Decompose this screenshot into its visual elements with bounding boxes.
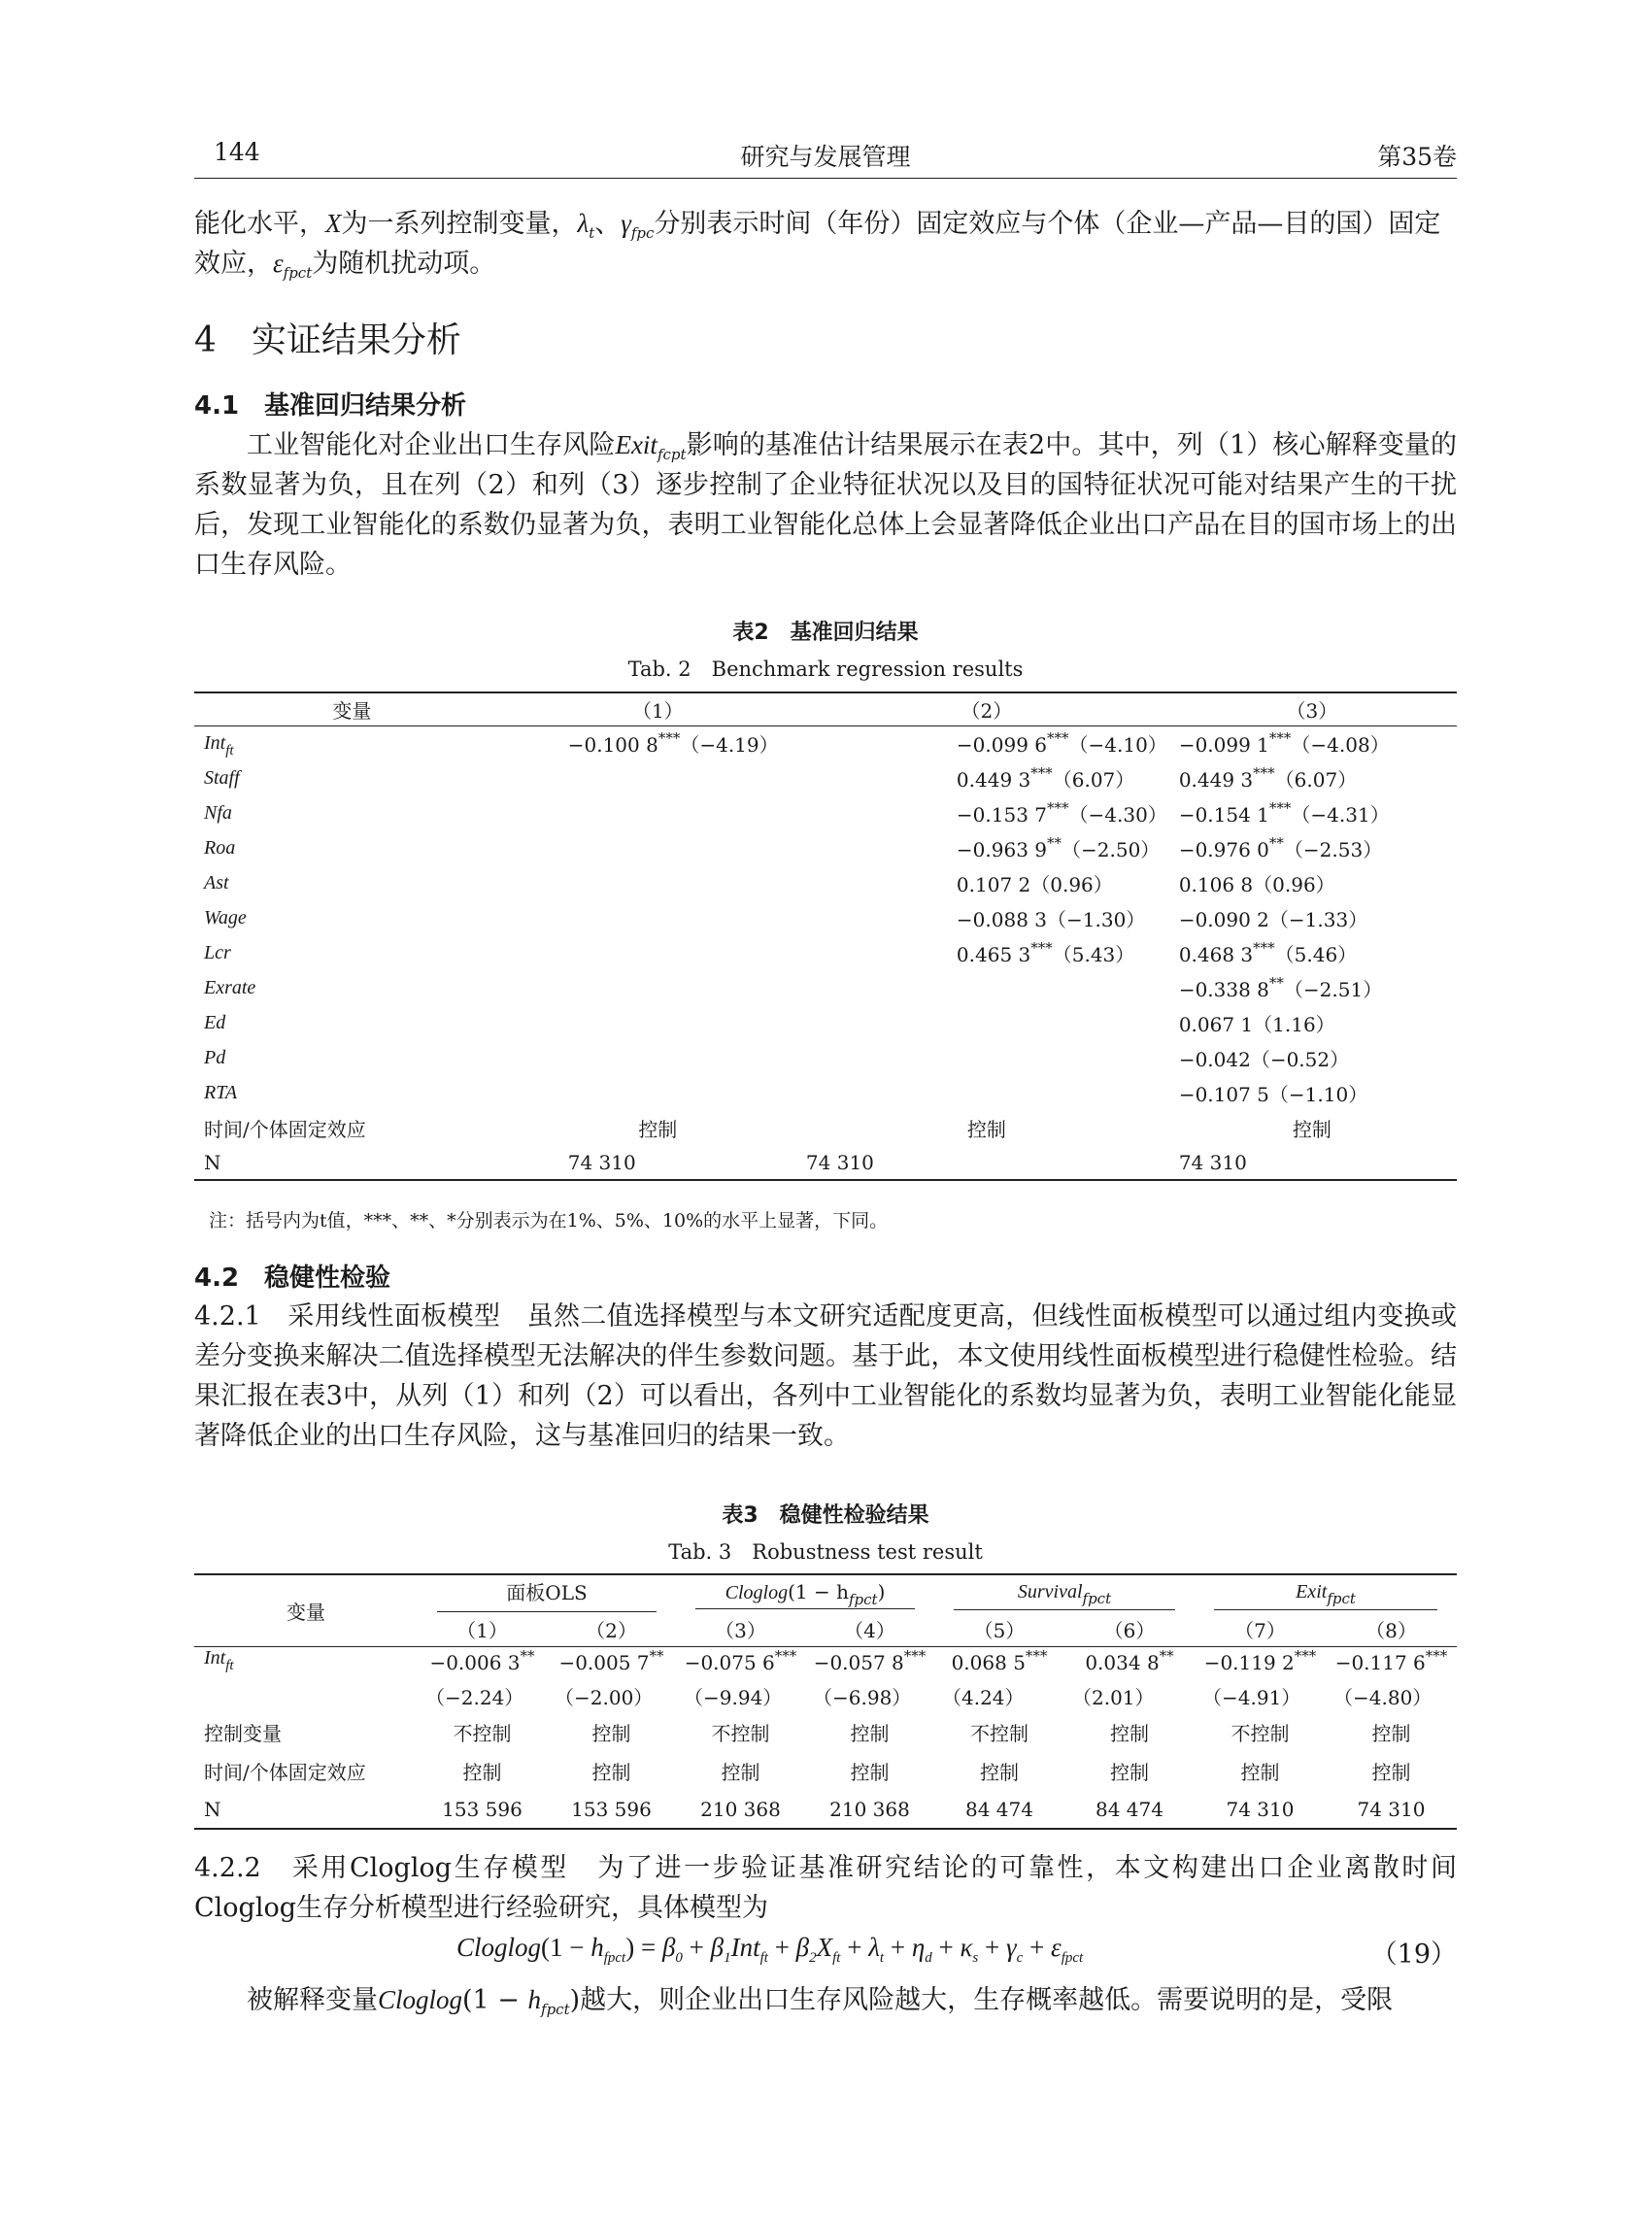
table2-cell bbox=[510, 865, 806, 900]
table3-col-number: （4） bbox=[844, 1619, 895, 1643]
table2-cell bbox=[510, 1005, 806, 1040]
table2-note: 注：括号内为t值，***、**、*分别表示为在1%、5%、10%的水平上显著，下同。 bbox=[209, 1210, 889, 1231]
table2-cell: −0.042（−0.52） bbox=[1178, 1047, 1350, 1071]
table3-n-row-label: N bbox=[204, 1797, 221, 1821]
table3-n-row bbox=[194, 1790, 1457, 1829]
equation-formula: Cloglog(1 − $h_{fpct}) = \beta_0 + \beta_1Int_{ft} + \beta_2X_{ft} + \lambda_t + \eta_d + \kappa_s + \gamma_c + \varepsilon_{fpct}$ bbox=[456, 1933, 1084, 1966]
table3-ctrl-row-cell: 控制 bbox=[591, 1721, 631, 1745]
table2-n-row bbox=[194, 1145, 1457, 1180]
table2-header-col2: （2） bbox=[961, 698, 1013, 723]
section-4-title: 4 实证结果分析 bbox=[194, 320, 461, 360]
section-4-1-title: 4.1 基准回归结果分析 bbox=[194, 391, 467, 421]
table3-n-row-cell: 74 310 bbox=[1357, 1797, 1426, 1821]
table2-fe-cell: 控制 bbox=[1292, 1117, 1332, 1141]
table3-coef-cell: −0.005 7** bbox=[558, 1647, 664, 1675]
table3-col-number: （5） bbox=[973, 1619, 1026, 1643]
table2-cell: 0.449 3***（6.07） bbox=[956, 763, 1135, 792]
table3-fe-row-label: 时间/个体固定效应 bbox=[204, 1760, 366, 1784]
table3-col-number: （6） bbox=[1103, 1619, 1156, 1643]
table2-row bbox=[194, 830, 1457, 865]
table2-var-name: Ed bbox=[204, 1011, 226, 1033]
table3-fe-row-cell: 控制 bbox=[462, 1760, 502, 1784]
table2-var-name: RTA bbox=[204, 1081, 238, 1103]
table2-var-name: Nfa bbox=[204, 801, 232, 824]
table3-t-cell: （−4.80） bbox=[1333, 1685, 1433, 1709]
table2-cell: −0.153 7***（−4.30） bbox=[956, 798, 1167, 826]
table3-t-cell: （−2.00） bbox=[555, 1685, 654, 1709]
table2-cell bbox=[510, 760, 806, 795]
table2-cell bbox=[510, 1075, 806, 1110]
table3-col-number: （2） bbox=[586, 1619, 637, 1643]
table2-cell: −0.088 3（−1.30） bbox=[956, 907, 1146, 931]
table2-var-name: Staff bbox=[204, 766, 240, 789]
table3-coef-cell: 0.034 8** bbox=[1085, 1647, 1174, 1675]
table2-cell bbox=[510, 935, 806, 970]
table2-var-name: Roa bbox=[204, 836, 236, 859]
table3-fe-row-cell: 控制 bbox=[1110, 1760, 1149, 1784]
table3-ctrl-row-cell: 控制 bbox=[1110, 1721, 1149, 1745]
table2-cell: 0.468 3***（5.46） bbox=[1178, 938, 1358, 966]
table2 bbox=[194, 691, 1457, 1181]
table2-fe-row bbox=[194, 1110, 1457, 1145]
table2-cell bbox=[510, 970, 806, 1005]
table2-cell: −0.976 0**（−2.53） bbox=[1178, 833, 1383, 861]
table2-cell: −0.963 9**（−2.50） bbox=[956, 833, 1161, 861]
table3-t-cell: （4.24） bbox=[942, 1685, 1025, 1709]
table3-fe-row-cell: 控制 bbox=[850, 1760, 890, 1784]
table3-fe-row-cell: 控制 bbox=[1240, 1760, 1280, 1784]
table2-var-name: Lcr bbox=[204, 941, 231, 963]
table2-n-label: N bbox=[204, 1150, 221, 1174]
table3-ctrl-row-cell: 不控制 bbox=[1231, 1721, 1290, 1745]
table3-fe-row-cell: 控制 bbox=[980, 1760, 1019, 1784]
table2-fe-label: 时间/个体固定效应 bbox=[204, 1117, 366, 1141]
table3-ctrl-row bbox=[194, 1712, 1457, 1751]
table3-ctrl-row-cell: 不控制 bbox=[711, 1721, 770, 1745]
table2-n-cell: 74 310 bbox=[567, 1150, 636, 1174]
table3-caption-en: Tab. 3 Robustness test result bbox=[668, 1540, 983, 1564]
table3-fe-row-cell: 控制 bbox=[1371, 1760, 1411, 1784]
table2-header-var: 变量 bbox=[332, 698, 372, 723]
running-head bbox=[194, 138, 1457, 177]
table3-t-cell: （−9.94） bbox=[684, 1685, 783, 1709]
table2-cell: −0.090 2（−1.33） bbox=[1178, 907, 1368, 931]
table2-row bbox=[194, 1040, 1457, 1075]
table2-row bbox=[194, 970, 1457, 1005]
table2-row bbox=[194, 1075, 1457, 1110]
table2-fe-cell: 控制 bbox=[966, 1117, 1006, 1141]
table3-group-ols: 面板OLS bbox=[418, 1574, 676, 1613]
table2-cell: −0.100 8***（−4.19） bbox=[567, 728, 779, 757]
intro-paragraph: 能化水平，X为一系列控制变量，$\lambda_t$、$\gamma_{fpc}$分别表示时间（年份）固定效应与个体（企业—产品—目的国）固定 效应，$\varepsilon_{fpct}$为随机扰动项。 bbox=[194, 209, 1441, 282]
table3-n-row-cell: 84 474 bbox=[1096, 1797, 1163, 1821]
table2-n-cell: 74 310 bbox=[805, 1150, 874, 1174]
table2-cell: −0.107 5（−1.10） bbox=[1178, 1082, 1368, 1106]
table2-cell bbox=[806, 970, 1167, 1005]
table2-cell bbox=[510, 795, 806, 830]
table2-row bbox=[194, 725, 1457, 760]
table3-col-number: （8） bbox=[1365, 1619, 1417, 1643]
table3-int-row bbox=[194, 1646, 1457, 1679]
table3-coef-cell: −0.057 8*** bbox=[813, 1647, 927, 1675]
table3-t-cell: （−4.91） bbox=[1202, 1685, 1301, 1709]
table2-row bbox=[194, 795, 1457, 830]
table3-n-row-cell: 153 596 bbox=[571, 1797, 652, 1821]
table2-cell: 0.449 3***（6.07） bbox=[1178, 763, 1358, 792]
table3-coef-cell: 0.068 5*** bbox=[951, 1647, 1048, 1675]
table2-fe-cell: 控制 bbox=[638, 1117, 678, 1141]
final-paragraph: 被解释变量Cloglog(1 − $h_{fpct}$)越大，则企业出口生存风险越大，生存概率越低。需要说明的是，受限 bbox=[247, 1985, 1394, 2018]
table2-cell: −0.099 6***（−4.10） bbox=[956, 728, 1167, 757]
table3-ctrl-row-label: 控制变量 bbox=[204, 1721, 282, 1745]
table3-n-row-cell: 210 368 bbox=[829, 1797, 910, 1821]
table3-n-row-cell: 153 596 bbox=[442, 1797, 523, 1821]
table3-fe-row-cell: 控制 bbox=[591, 1760, 631, 1784]
table3-coef-cell: −0.117 6*** bbox=[1334, 1647, 1448, 1675]
table3-caption-cn: 表3 稳健性检验结果 bbox=[722, 1503, 929, 1528]
table2-header-col3: （3） bbox=[1286, 698, 1338, 723]
table2-caption-cn: 表2 基准回归结果 bbox=[732, 621, 919, 645]
table2-cell bbox=[510, 900, 806, 935]
table2-cell bbox=[510, 1040, 806, 1075]
table2-cell bbox=[806, 1040, 1167, 1075]
table3-group-cloglog: Cloglog(1 − $h_{fpct}$) bbox=[676, 1574, 934, 1613]
table2-cell bbox=[510, 830, 806, 865]
table3-t-cell: （−2.24） bbox=[425, 1685, 524, 1709]
table2-var-name: Int$_{ft}$ bbox=[204, 731, 234, 759]
table3-group-survival: Survival$_{fpct}$ bbox=[934, 1574, 1195, 1613]
table2-n-cell: 74 310 bbox=[1178, 1150, 1247, 1174]
table2-caption-en: Tab. 2 Benchmark regression results bbox=[627, 658, 1024, 681]
table3-coef-cell: −0.006 3** bbox=[429, 1647, 535, 1675]
table3-t-row bbox=[194, 1679, 1457, 1712]
table3-ctrl-row-cell: 不控制 bbox=[970, 1721, 1028, 1745]
table2-cell: −0.154 1***（−4.31） bbox=[1178, 798, 1390, 826]
page-number: 144 bbox=[214, 138, 260, 166]
table3-header-var: 变量 bbox=[287, 1600, 325, 1624]
table3-ctrl-row-cell: 控制 bbox=[850, 1721, 890, 1745]
table2-cell: 0.106 8（0.96） bbox=[1178, 872, 1335, 896]
table2-cell: −0.099 1***（−4.08） bbox=[1178, 728, 1390, 757]
table2-cell: −0.338 8**（−2.51） bbox=[1178, 973, 1383, 1001]
table2-row bbox=[194, 1005, 1457, 1040]
table3-n-row-cell: 210 368 bbox=[700, 1797, 781, 1821]
table3 bbox=[194, 1573, 1457, 1830]
table3-coef-cell: −0.119 2*** bbox=[1203, 1647, 1317, 1675]
table3-t-blank bbox=[194, 1679, 418, 1712]
table3-ctrl-row-cell: 控制 bbox=[1371, 1721, 1411, 1745]
table2-var-name: Wage bbox=[204, 906, 247, 928]
table3-col-number: （7） bbox=[1234, 1619, 1286, 1643]
table3-body bbox=[194, 1646, 1457, 1829]
table3-col-number: （1） bbox=[456, 1619, 508, 1643]
section-4-2-1-paragraph: 4.2.1 采用线性面板模型 虽然二值选择模型与本文研究适配度更高，但线性面板模型可以通过组内变换或差分变换来解决二值选择模型无法解决的伴生参数问题。基于此，本文使用线性面板模型进行稳健性检验。结果汇报在表3中，从列（1）和列（2）可以看出，各列中工业智能化的系数均显著为负，表明工业智能化能显著降低企业的出口生存风险，这与基准回归的结果一致。 bbox=[194, 1301, 1457, 1451]
table2-cell: 0.107 2（0.96） bbox=[956, 872, 1113, 896]
section-4-1-paragraph: 工业智能化对企业出口生存风险Exit$_{fcpt}$影响的基准估计结果展示在表2中。其中，列（1）核心解释变量的系数显著为负，且在列（2）和列（3）逐步控制了企业特征状况以及目的国特征状况可能对结果产生的干扰后，发现工业智能化的系数仍显著为负，表明工业智能化总体上会显著降低企业出口产品在目的国市场上的出口生存风险。 bbox=[194, 430, 1457, 580]
table3-coef-cell: −0.075 6*** bbox=[684, 1647, 797, 1675]
table2-row bbox=[194, 865, 1457, 900]
table3-t-cell: （2.01） bbox=[1072, 1685, 1155, 1709]
table2-var-name: Exrate bbox=[204, 976, 256, 998]
section-4-2-2-paragraph: 4.2.2 采用Cloglog生存模型 为了进一步验证基准研究结论的可靠性，本文构建出口企业离散时间Cloglog生存分析模型进行经验研究，具体模型为 bbox=[194, 1853, 1457, 1923]
table3-fe-row bbox=[194, 1751, 1457, 1790]
table2-var-name: Pd bbox=[204, 1046, 226, 1068]
table2-cell bbox=[806, 1005, 1167, 1040]
table2-body bbox=[194, 725, 1457, 1180]
table3-n-row-cell: 74 310 bbox=[1226, 1797, 1295, 1821]
table3-ctrl-row-cell: 不控制 bbox=[453, 1721, 512, 1745]
table3-t-cell: （−6.98） bbox=[813, 1685, 912, 1709]
header-rule bbox=[194, 178, 1457, 179]
table2-var-name: Ast bbox=[204, 871, 229, 894]
table3-fe-row-cell: 控制 bbox=[721, 1760, 760, 1784]
table2-cell: 0.465 3***（5.43） bbox=[956, 938, 1135, 966]
table2-cell bbox=[806, 1075, 1167, 1110]
table2-row bbox=[194, 760, 1457, 795]
section-4-2-title: 4.2 稳健性检验 bbox=[194, 1264, 391, 1293]
table3-var-name: Int$_{ft}$ bbox=[204, 1646, 234, 1673]
table3-col-number: （3） bbox=[715, 1619, 766, 1643]
volume-label: 第35卷 bbox=[1377, 143, 1457, 171]
table3-group-exit: Exit$_{fpct}$ bbox=[1195, 1574, 1457, 1613]
table2-row bbox=[194, 900, 1457, 935]
table2-row bbox=[194, 935, 1457, 970]
table3-n-row-cell: 84 474 bbox=[965, 1797, 1033, 1821]
journal-title: 研究与发展管理 bbox=[740, 143, 911, 171]
table2-cell: 0.067 1（1.16） bbox=[1178, 1012, 1335, 1036]
equation-number: （19） bbox=[1370, 1939, 1457, 1970]
table2-header-col1: （1） bbox=[631, 698, 684, 723]
